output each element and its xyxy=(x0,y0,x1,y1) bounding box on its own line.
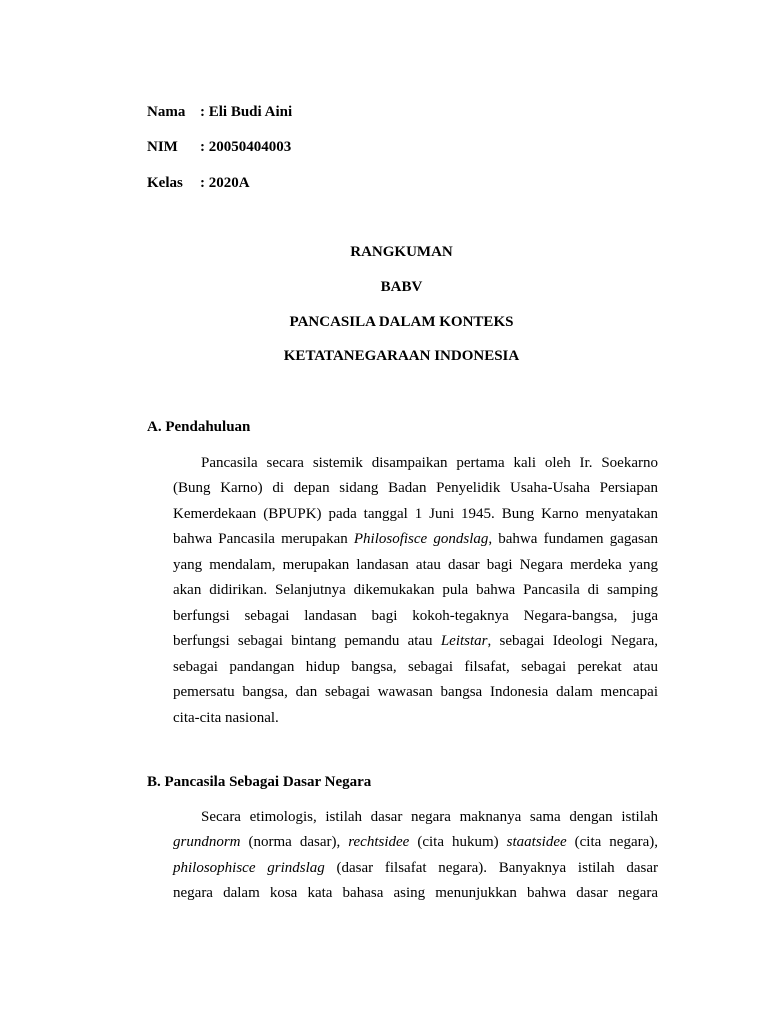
section-a-line-4-italic: Philosofisce gondslag xyxy=(353,531,489,547)
section-a-heading: A. Pendahuluan xyxy=(147,419,251,435)
section-b-line-2-text-a: (norma dasar), xyxy=(240,834,349,850)
section-b-line-1: Secara etimologis, istilah dasar negara maknanya sama dengan istilah xyxy=(201,809,658,825)
section-a-line-4-text-b: , bahwa fundamen gagasan xyxy=(488,531,659,547)
section-a-line-5: yang mendalam, merupakan landasan atau dasar bagi Negara merdeka yang xyxy=(173,557,658,573)
section-b-line-2 xyxy=(173,833,658,851)
title-line-3: PANCASILA DALAM KONTEKS xyxy=(289,314,514,330)
section-a-line-4-text-a: bahwa Pancasila merupakan xyxy=(173,531,354,547)
section-a-line-1: Pancasila secara sistemik disampaikan pertama kali oleh Ir. Soekarno xyxy=(201,455,658,471)
title-line-4: KETATANEGARAAN INDONESIA xyxy=(283,348,520,364)
section-a-line-8-text-a: berfungsi sebagai bintang pemandu atau xyxy=(173,633,441,649)
section-b-line-4: negara dalam kosa kata bahasa asing menunjukkan bahwa dasar negara xyxy=(173,885,658,901)
section-b-line-2-text-b: (cita hukum) xyxy=(409,834,507,850)
title-line-1: RANGKUMAN xyxy=(350,244,453,260)
section-a-line-8 xyxy=(173,632,658,650)
section-a-line-7: berfungsi sebagai landasan bagi kokoh-tegaknya Negara-bangsa, juga xyxy=(173,608,658,624)
section-a-line-8-text-b: , sebagai Ideologi Negara, xyxy=(487,633,658,649)
section-b-line-3-text: (dasar filsafat negara). Banyaknya istilah dasar xyxy=(324,860,658,876)
nim-label: NIM xyxy=(147,139,178,155)
section-b-heading: B. Pancasila Sebagai Dasar Negara xyxy=(147,774,372,790)
name-value: : Eli Budi Aini xyxy=(200,104,293,120)
name-label: Nama xyxy=(147,104,186,120)
section-b-line-2-text-c: (cita negara), xyxy=(566,834,658,850)
class-label: Kelas xyxy=(147,175,183,191)
section-b-line-2-italic-1: grundnorm xyxy=(173,834,241,850)
section-b-line-2-italic-2: rechtsidee xyxy=(348,834,410,850)
nim-value: : 20050404003 xyxy=(200,139,292,155)
section-a-line-2: (Bung Karno) di depan sidang Badan Penyelidik Usaha-Usaha Persiapan xyxy=(173,480,658,496)
section-b-line-3 xyxy=(173,859,658,877)
section-a-line-11: cita-cita nasional. xyxy=(173,710,279,726)
class-row xyxy=(147,174,250,192)
title-line-2: BABV xyxy=(380,279,423,295)
name-row xyxy=(147,103,292,121)
section-b-line-2-italic-3: staatsidee xyxy=(506,834,567,850)
section-a-line-8-italic: Leitstar xyxy=(440,633,488,649)
section-a-line-10: pemersatu bangsa, dan sebagai wawasan bangsa Indonesia dalam mencapai xyxy=(173,684,658,700)
section-b-line-3-italic: philosophisce grindslag xyxy=(173,860,325,876)
class-value: : 2020A xyxy=(200,175,250,191)
section-a-line-4 xyxy=(173,530,658,548)
section-a-line-9: sebagai pandangan hidup bangsa, sebagai filsafat, sebagai perekat atau xyxy=(173,659,658,675)
section-a-line-6: akan didirikan. Selanjutnya dikemukakan pula bahwa Pancasila di samping xyxy=(173,582,658,598)
section-a-line-3: Kemerdekaan (BPUPK) pada tanggal 1 Juni 1945. Bung Karno menyatakan xyxy=(173,506,658,522)
nim-row xyxy=(147,138,291,156)
